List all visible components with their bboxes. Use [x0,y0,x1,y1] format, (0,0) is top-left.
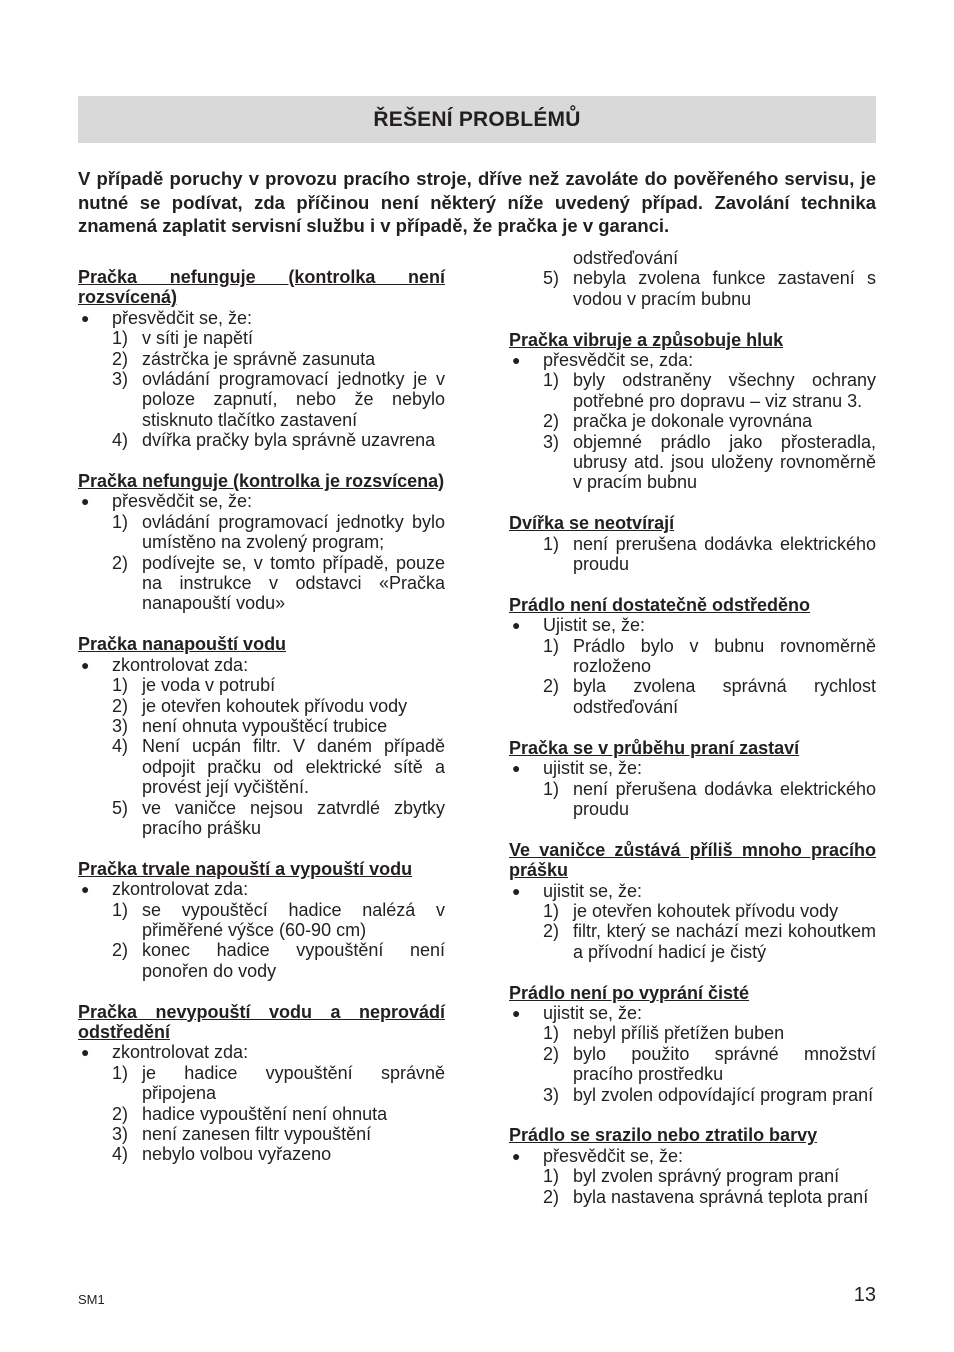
item-number: 1) [543,900,560,921]
item-text: nebylo volbou vyřazeno [142,1144,332,1165]
bullet-icon: ● [512,1147,521,1164]
list-item [509,268,876,309]
item-number: 2) [543,1186,560,1207]
check-list [509,779,876,820]
section-heading: Pračka nevypouští vodu a neprovádí odstředění [78,1001,445,1042]
item-text: ovládání programovací jednotky bylo umístěno na zvolený program; [142,511,445,553]
list-item [509,779,876,820]
problem-section [78,1002,445,1165]
section-heading: Pračka vibruje a způsobuje hluk [509,329,784,350]
check-list [78,900,445,982]
item-number: 5) [112,797,129,818]
list-item [509,676,876,717]
item-text: nebyl příliš přetížen buben [573,1023,785,1044]
item-text: byl zvolen správný program praní [573,1166,840,1187]
section-heading: Dvířka se neotvírají [509,513,675,534]
list-item [509,901,876,921]
list-item [78,349,445,369]
item-number: 1) [112,675,129,696]
item-number: 3) [543,431,560,452]
item-text: byly odstraněny všechny ochrany potřebné pro dopravu – viz stranu 3. [573,370,876,411]
problem-section [78,267,445,451]
footer-code: SM1 [78,1292,105,1307]
section-heading: Prádlo není dostatečně odstředěno [509,594,811,615]
item-number: 2) [543,921,560,942]
item-text: se vypouštěcí hadice nalézá v přiměřené výšce (60-90 cm) [142,899,445,940]
item-text: není ohnuta vypouštěcí trubice [142,715,388,736]
title-bar [78,96,876,143]
list-item [509,411,876,431]
bullet-line [78,655,445,675]
item-text: bylo použito správné množství pracího prostředku [573,1043,876,1085]
item-text: v síti je napětí [142,328,254,349]
problem-section [509,840,876,962]
bullet-line [509,1003,876,1023]
item-number: 5) [543,268,560,289]
problem-section [509,1125,876,1207]
list-item [78,1144,445,1164]
bullet-line [509,615,876,635]
bullet-text: ujistit se, že: [543,1002,643,1023]
list-item [509,1187,876,1207]
item-text: filtr, který se nachází mezi kohoutkem a přívodní hadicí je čistý [573,921,876,962]
list-item [78,369,445,430]
bullet-line [509,1146,876,1166]
section-heading: Prádlo se srazilo nebo ztratilo barvy [509,1125,818,1146]
list-item [509,534,876,575]
item-number: 1) [543,1166,560,1187]
section-heading: Ve vaničce zůstává příliš mnoho pracího prášku [509,839,876,881]
bullet-line [509,758,876,778]
problem-section [78,471,445,614]
item-number: 4) [112,430,129,451]
section-heading: Prádlo není po vyprání čisté [509,982,750,1003]
check-list [78,1063,445,1165]
list-item [78,512,445,553]
item-number: 1) [543,1023,560,1044]
item-number: 2) [112,695,129,716]
page-title: ŘEŠENÍ PROBLÉMŮ [373,107,581,131]
item-text: konec hadice vypouštění není ponořen do vody [142,940,445,981]
problem-section [509,595,876,717]
item-text: ovládání programovací jednotky je v poloze zapnutí, nebo že nebylo stisknuto tlačítko zastavení [142,369,445,430]
check-list [78,512,445,614]
bullet-icon: ● [512,617,521,634]
bullet-text: Ujistit se, že: [543,615,646,636]
item-number: 2) [543,1043,560,1064]
bullet-icon: ● [512,352,521,369]
list-item [78,328,445,348]
item-number: 1) [543,370,560,391]
item-text: pračka je dokonale vyrovnána [573,411,813,432]
bullet-line [509,350,876,370]
section-heading: Pračka nefunguje (kontrolka není rozsvícená) [78,267,445,308]
continuation-text: odstřeďování [573,248,679,268]
item-text: je hadice vypouštění správně připojena [142,1062,445,1104]
item-text: není zanesen filtr vypouštění [142,1124,372,1144]
list-item [509,370,876,411]
check-list [509,901,876,962]
item-text: byla zvolena správná rychlost odstřeďování [573,676,876,717]
bullet-text: přesvědčit se, že: [112,491,253,512]
list-item [78,798,445,839]
bullet-text: zkontrolovat zda: [112,1042,249,1063]
item-text: Prádlo bylo v bubnu rovnoměrně rozloženo [573,635,876,677]
item-number: 1) [112,899,129,920]
right-column [509,248,876,1227]
item-text: podívejte se, v tomto případě, pouze na instrukce v odstavci «Pračka nanapouští vodu» [142,552,445,614]
item-number: 2) [112,940,129,961]
bullet-line [509,881,876,901]
problem-section [509,983,876,1105]
bullet-text: ujistit se, že: [543,880,643,901]
list-item [78,716,445,736]
bullet-icon: ● [81,656,90,673]
item-text: zástrčka je správně zasunuta [142,348,376,369]
item-text: je otevřen kohoutek přívodu vody [573,900,839,921]
item-text: nebyla zvolena funkce zastavení s vodou v pracím bubnu [573,268,876,309]
item-number: 2) [112,552,129,573]
bullet-icon: ● [512,760,521,777]
section-heading: Pračka se v průběhu praní zastaví [509,737,800,758]
item-number: 1) [112,328,129,349]
section-heading: Pračka trvale napouští a vypouští vodu [78,858,413,879]
item-text: Není ucpán filtr. V daném případě odpojit pračku od elektrické sítě a provést její vyčištění. [142,736,445,798]
problem-section [78,634,445,838]
item-number: 3) [112,369,129,390]
list-item [78,1124,445,1144]
check-list [78,328,445,450]
bullet-text: ujistit se, že: [543,758,643,779]
bullet-text: přesvědčit se, že: [112,307,253,328]
item-text: dvířka pračky byla správně uzavrena [142,430,436,451]
list-item [509,432,876,493]
bullet-icon: ● [81,309,90,326]
item-number: 2) [543,411,560,432]
item-text: ve vaničce nejsou zatvrdlé zbytky pracího prášku [142,797,445,838]
bullet-line [78,1042,445,1062]
bullet-icon: ● [512,882,521,899]
item-number: 4) [112,736,129,757]
bullet-icon: ● [512,1004,521,1021]
check-list [78,675,445,838]
list-item [78,900,445,941]
item-number: 3) [543,1084,560,1105]
list-item [78,736,445,797]
item-text: je voda v potrubí [142,675,276,696]
problem-section [509,513,876,574]
item-text: je otevřen kohoutek přívodu vody [142,695,408,716]
bullet-line [78,491,445,511]
problem-section [509,738,876,820]
check-list [509,1023,876,1105]
check-list [509,1166,876,1207]
bullet-icon: ● [81,1044,90,1061]
list-item [78,553,445,614]
bullet-text: zkontrolovat zda: [112,654,249,675]
list-item [509,1023,876,1043]
item-number: 1) [543,533,560,554]
bullet-icon: ● [81,881,90,898]
bullet-text: zkontrolovat zda: [112,879,249,900]
check-list [509,636,876,718]
item-text: není přerušena dodávka elektrického proudu [573,778,876,819]
item-number: 1) [112,511,129,532]
item-text: byla nastavena správná teplota praní [573,1186,869,1207]
problem-section [78,859,445,981]
item-number: 1) [543,635,560,656]
continued-section [509,248,876,309]
bullet-text: přesvědčit se, že: [543,1145,684,1166]
item-number: 2) [543,676,560,697]
item-number: 1) [543,778,560,799]
continued-list [509,268,876,309]
section-heading: Pračka nefunguje (kontrolka je rozsvícena) [78,471,445,492]
list-item [509,921,876,962]
list-item [509,636,876,677]
item-number: 1) [112,1062,129,1083]
list-item [509,1166,876,1186]
item-number: 3) [112,1124,129,1144]
item-text: objemné prádlo jako přosteradla, ubrusy atd. jsou uloženy rovnoměrně v pracím bubnu [573,431,876,493]
list-item [78,696,445,716]
item-text: byl zvolen odpovídající program praní [573,1084,874,1105]
item-text: hadice vypouštění není ohnuta [142,1103,388,1124]
list-item [509,1085,876,1105]
section-heading: Pračka nanapouští vodu [78,634,287,655]
intro-paragraph: V případě poruchy v provozu pracího stroje, dříve než zavoláte do pověřeného servisu, je nutné se podívat, zda příčinou není některý níže uvedený případ. Zavolání technika znamená zaplatit servisní službu i v případě, že pračka je v garanci. [78,168,876,236]
list-item [78,1104,445,1124]
bullet-icon: ● [81,493,90,510]
item-number: 4) [112,1144,129,1165]
left-column [78,267,445,1185]
item-text: není prerušena dodávka elektrického proudu [573,533,876,575]
list-item [78,1063,445,1104]
bullet-line [78,879,445,899]
list-item [509,1044,876,1085]
item-number: 3) [112,715,129,736]
bullet-text: přesvědčit se, zda: [543,350,694,371]
problem-section [509,330,876,493]
item-number: 2) [112,1103,129,1124]
check-list [509,534,876,575]
bullet-line [78,308,445,328]
page-number: 13 [853,1284,876,1306]
list-item [78,430,445,450]
list-item [78,675,445,695]
item-number: 2) [112,348,129,369]
check-list [509,370,876,492]
list-item [78,940,445,981]
